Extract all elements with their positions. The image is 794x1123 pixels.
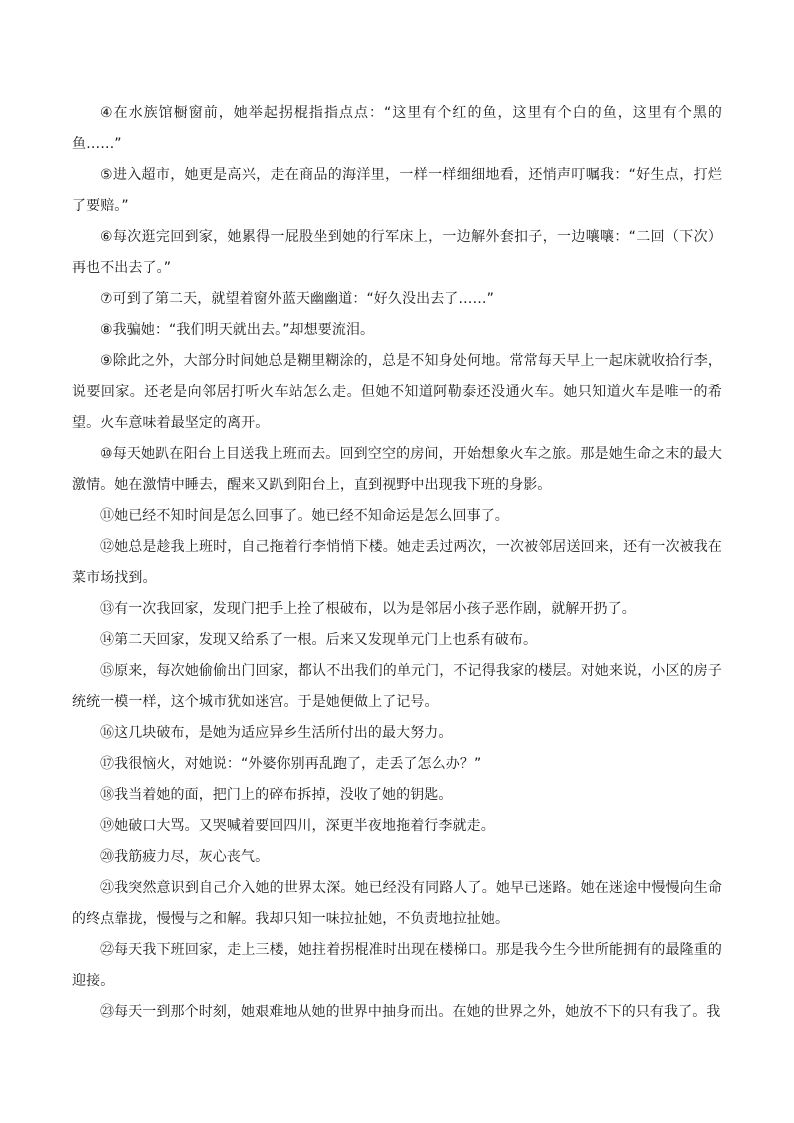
paragraph-5: ⑤进入超市，她更是高兴，走在商品的海洋里，一样一样细细地看，还悄声叮嘱我：“好生点，打烂了要赔。”	[72, 167, 722, 214]
paragraph-16: ⑯这几块破布，是她为适应异乡生活所付出的最大努力。	[100, 725, 453, 741]
paragraph-9: ⑨除此之外，大部分时间她总是糊里糊涂的，总是不知身处何地。常常每天早上一起床就收拾行李，说要回家。还老是向邻居打听火车站怎么走。但她不知道阿勒泰还没通火车。她只知道火车是唯一的希望。火车意味着最坚定的离开。	[72, 353, 722, 431]
paragraph-11: ⑪她已经不知时间是怎么回事了。她已经不知命运是怎么回事了。	[100, 508, 509, 524]
paragraph-19: ⑲她破口大骂。又哭喊着要回四川，深更半夜地拖着行李就走。	[100, 818, 495, 834]
paragraph-13: ⑬有一次我回家，发现门把手上拴了根破布，以为是邻居小孩子恶作剧，就解开扔了。	[100, 601, 636, 617]
paragraph-10: ⑩每天她趴在阳台上目送我上班而去。回到空空的房间，开始想象火车之旅。那是她生命之末的最大激情。她在激情中睡去，醒来又趴到阳台上，直到视野中出现我下班的身影。	[72, 446, 722, 493]
paragraph-21: ㉑我突然意识到自己介入她的世界太深。她已经没有同路人了。她早已迷路。她在迷途中慢慢向生命的终点靠拢，慢慢与之和解。我却只知一味拉扯她，不负责地拉扯她。	[72, 880, 722, 927]
paragraph-4: ④在水族馆橱窗前，她举起拐棍指指点点：“这里有个红的鱼，这里有个白的鱼，这里有个黑的鱼……”	[72, 105, 722, 152]
paragraph-8: ⑧我骗她：“我们明天就出去。”却想要流泪。	[100, 322, 375, 338]
paragraph-17: ⑰我很恼火，对她说：“外婆你别再乱跑了，走丢了怎么办？”	[100, 756, 482, 772]
paragraph-6: ⑥每次逛完回到家，她累得一屁股坐到她的行军床上，一边解外套扣子，一边嚷嚷：“二回（下次）再也不出去了。”	[72, 229, 722, 276]
paragraph-18: ⑱我当着她的面，把门上的碎布拆掉，没收了她的钥匙。	[100, 787, 453, 803]
paragraph-22: ㉒每天我下班回家，走上三楼，她拄着拐棍准时出现在楼梯口。那是我今生今世所能拥有的最隆重的迎接。	[72, 942, 722, 989]
paragraph-12: ⑫她总是趁我上班时，自己拖着行李悄悄下楼。她走丢过两次，一次被邻居送回来，还有一次被我在菜市场找到。	[72, 539, 722, 586]
paragraph-7: ⑦可到了第二天，就望着窗外蓝天幽幽道：“好久没出去了……”	[100, 291, 494, 307]
paragraph-14: ⑭第二天回家，发现又给系了一根。后来又发现单元门上也系有破布。	[100, 632, 538, 648]
article-body	[72, 98, 722, 1028]
paragraph-15: ⑮原来，每次她偷偷出门回家，都认不出我们的单元门，不记得我家的楼层。对她来说，小区的房子统统一模一样，这个城市犹如迷宫。于是她便做上了记号。	[72, 663, 722, 710]
paragraph-23: ㉓每天一到那个时刻，她艰难地从她的世界中抽身而出。在她的世界之外，她放不下的只有我了。我	[100, 1004, 721, 1020]
paragraph-20: ⑳我筋疲力尽，灰心丧气。	[100, 849, 270, 865]
